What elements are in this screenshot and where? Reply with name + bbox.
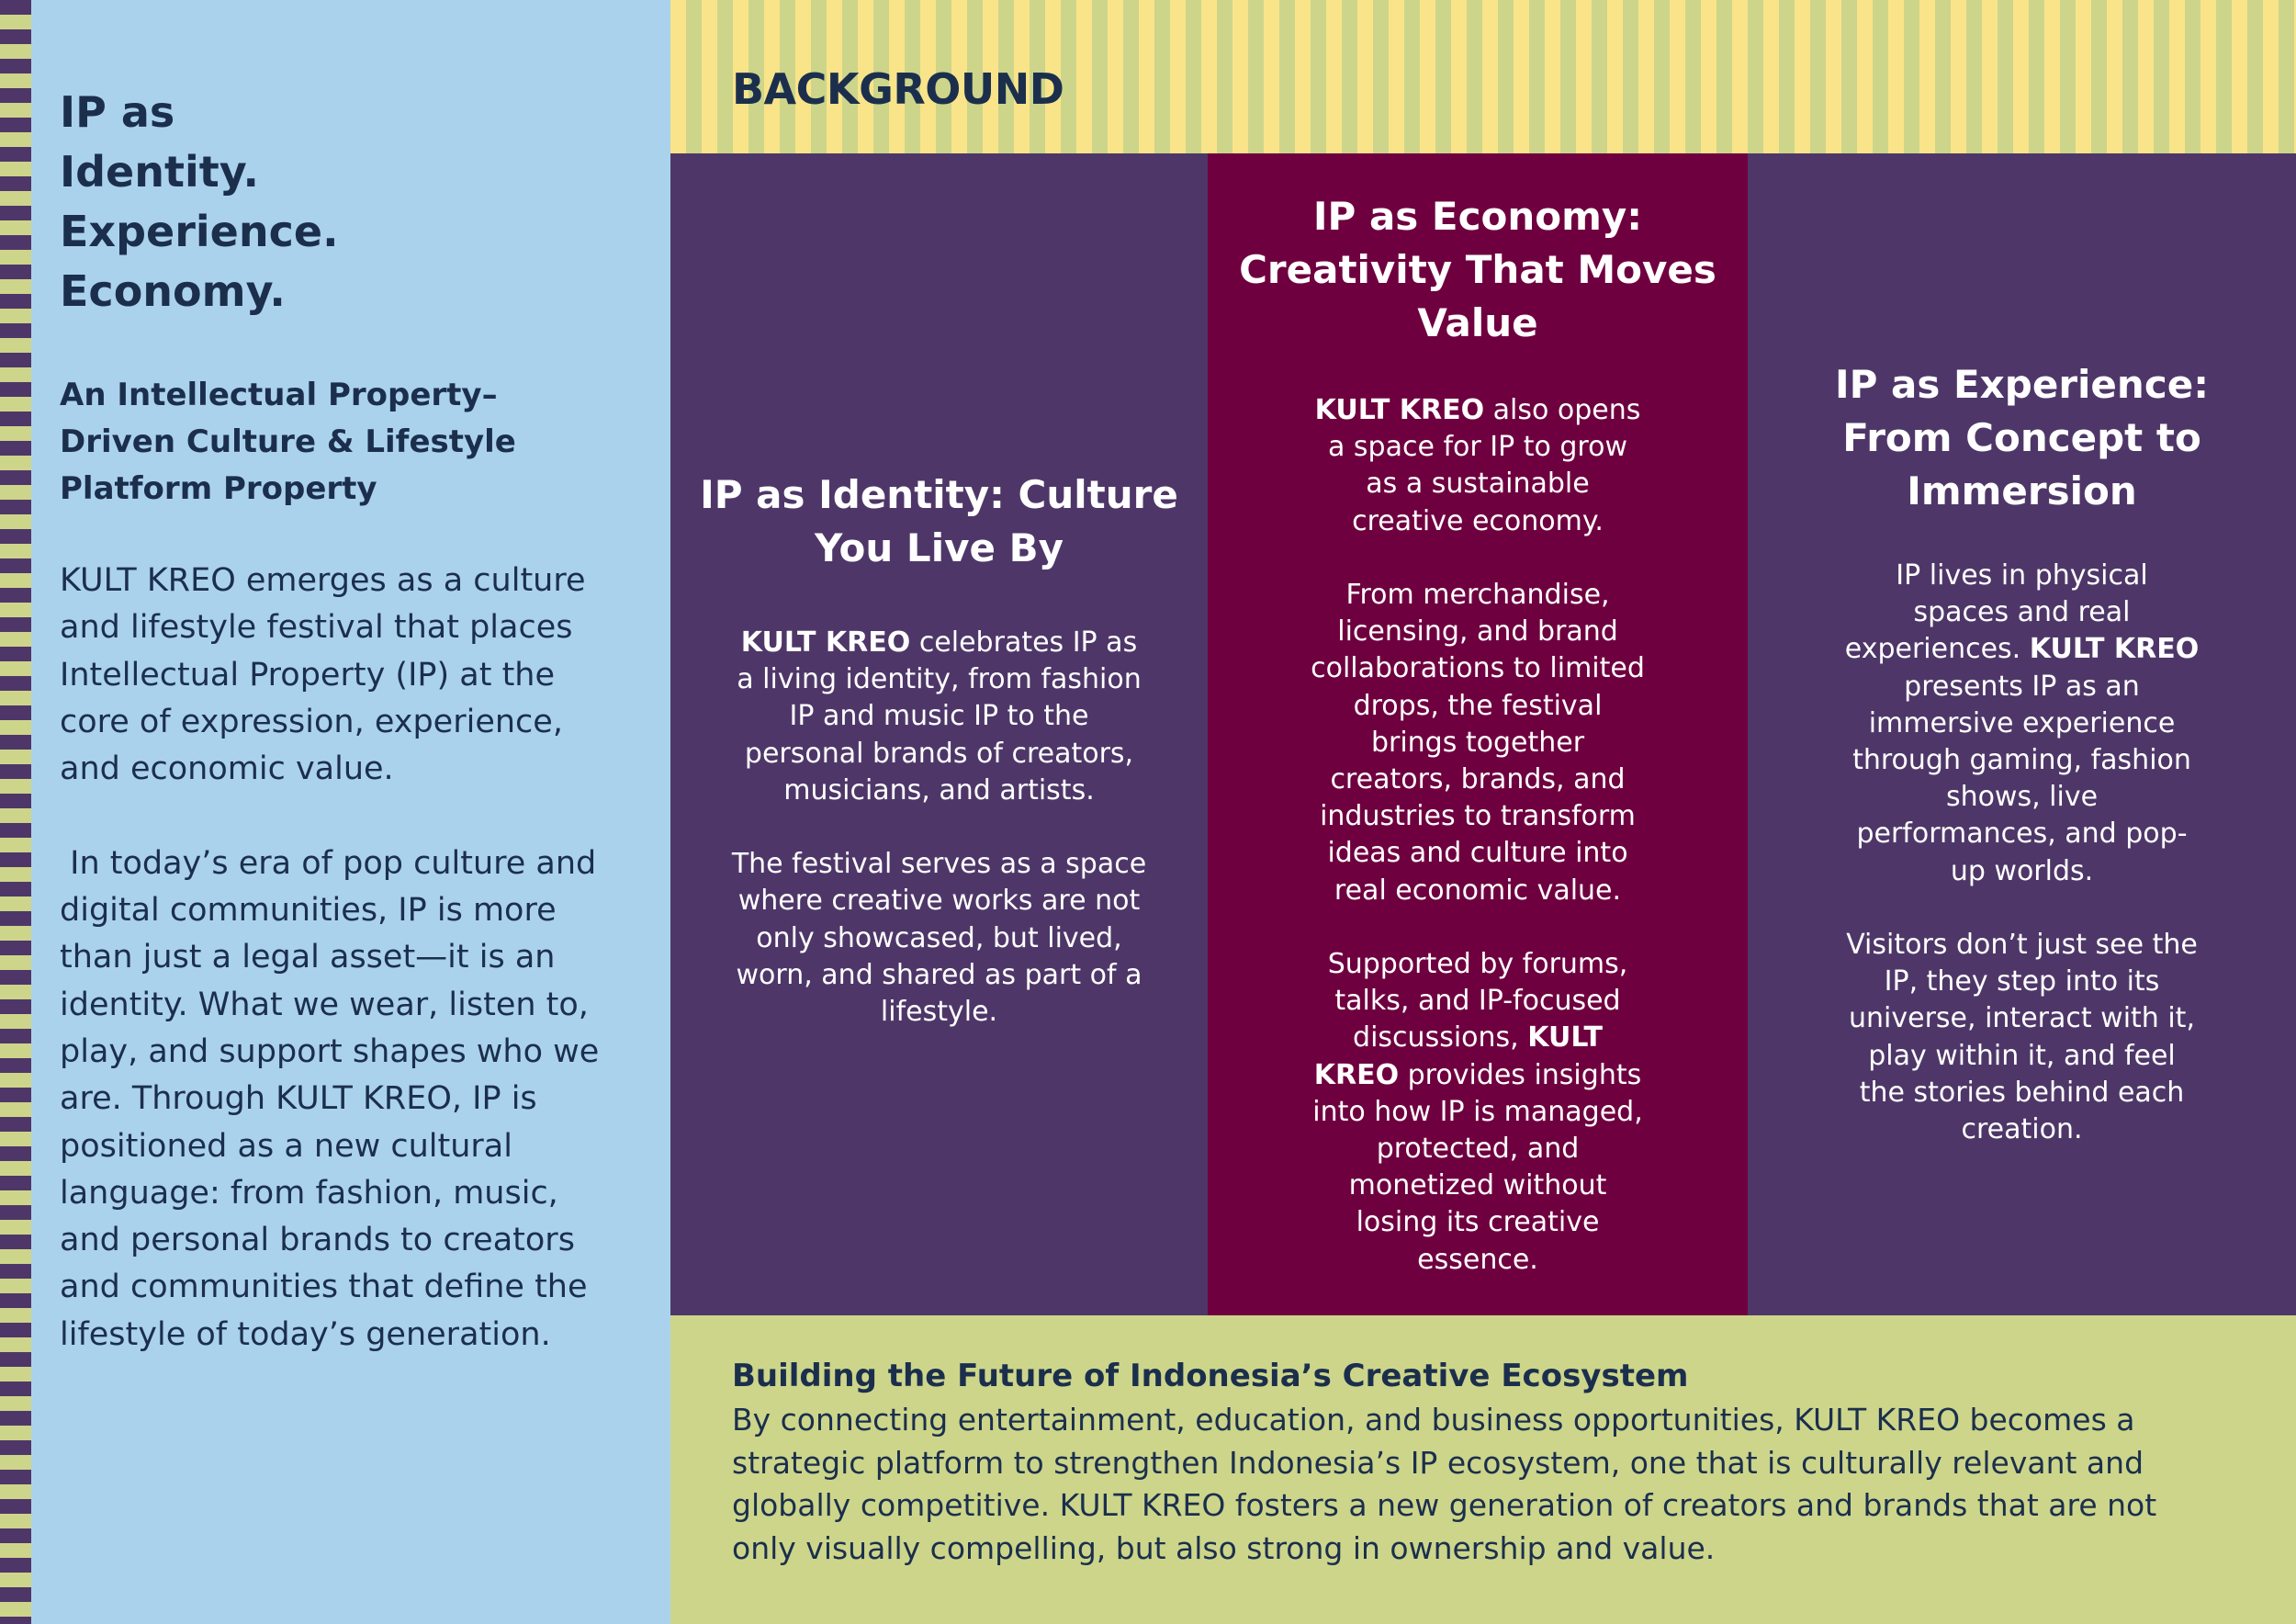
- experience-text: IP lives in physical spaces and real experiences.: [1844, 559, 2148, 666]
- subtitle: An Intellectual Property–Driven Culture & Lifestyle Platform Property: [60, 377, 516, 507]
- title-line: Identity.: [60, 147, 259, 197]
- experience-body: [1844, 558, 2200, 1185]
- footer-band: [670, 1315, 2296, 1624]
- intro-paragraph: In today’s era of pop culture and digital communities, IP is more than just a legal asset—it is an identity. What we wear, listen to, play, and support shapes who we are. Through KULT KREO, IP is positioned as a new cultural language: from fashion, music, and personal brands to creators and communities that define the lifestyle of today’s generation.: [60, 844, 600, 1353]
- economy-body: [1309, 392, 1647, 1315]
- brand-name: KULT KREO: [1313, 1021, 1603, 1091]
- economy-text: Supported by forums, talks, and IP-focused discussions,: [1327, 948, 1628, 1054]
- experience-text: presents IP as an immersive experience through gaming, fashion shows, live performances, and pop-up worlds.: [1852, 670, 2191, 887]
- title-line: Experience.: [60, 207, 339, 256]
- intro-paragraph: KULT KREO emerges as a culture and lifestyle festival that places Intellectual Property (IP) at the core of expression, experience, and economic value.: [60, 562, 586, 788]
- experience-paragraph: [1844, 558, 2200, 890]
- brand-name: KULT KREO: [1314, 394, 1485, 426]
- footer-text: By connecting entertainment, education, and business opportunities, KULT KREO becomes a strategic platform to strengthen Indonesia’s IP ecosystem, one that is culturally relevant and globally competitive. KULT KREO fosters a new generation of creators and brands that are not only visually compelling, but also strong in ownership and value.: [732, 1402, 2157, 1566]
- experience-paragraph: Visitors don’t just see the IP, they step into its universe, interact with it, play within it, and feel the stories behind each creation.: [1846, 929, 2198, 1146]
- decorative-edge-strip: [0, 0, 31, 1624]
- intro-text: [60, 558, 611, 1405]
- economy-paragraph: From merchandise, licensing, and brand collaborations to limited drops, the festival brings together creators, brands, and industries to transform ideas and culture into real economic value.: [1311, 579, 1645, 907]
- identity-text: celebrates IP as a living identity, from fashion IP and music IP to the personal brands of creators, musicians, and artists.: [737, 626, 1142, 806]
- identity-title: IP as Identity: Culture You Live By: [700, 472, 1178, 570]
- brand-name: KULT KREO: [2029, 633, 2200, 666]
- economy-column: [1208, 153, 1748, 1315]
- main-title: [60, 83, 574, 321]
- economy-text: also opens a space for IP to grow as a sustainable creative economy.: [1328, 394, 1641, 537]
- experience-title: IP as Experience: From Concept to Immersion: [1835, 362, 2209, 513]
- economy-paragraph: [1309, 392, 1647, 540]
- economy-paragraph: [1309, 946, 1647, 1279]
- title-line: Economy.: [60, 266, 286, 316]
- economy-text: provides insights into how IP is managed, protected, and monetized without losing its creative essence.: [1312, 1058, 1643, 1276]
- identity-column: [670, 153, 1208, 1315]
- title-line: IP as: [60, 87, 175, 137]
- brand-name: KULT KREO: [740, 626, 911, 659]
- section-title: BACKGROUND: [732, 64, 1064, 114]
- experience-column: [1748, 153, 2296, 1315]
- identity-body: [730, 625, 1148, 1067]
- identity-paragraph: The festival serves as a space where creative works are not only showcased, but lived, worn, and shared as part of a lifestyle.: [731, 848, 1147, 1029]
- economy-title: IP as Economy: Creativity That Moves Value: [1239, 194, 1716, 345]
- footer-title: Building the Future of Indonesia’s Creative Ecosystem: [732, 1358, 1689, 1394]
- identity-paragraph: [730, 625, 1148, 809]
